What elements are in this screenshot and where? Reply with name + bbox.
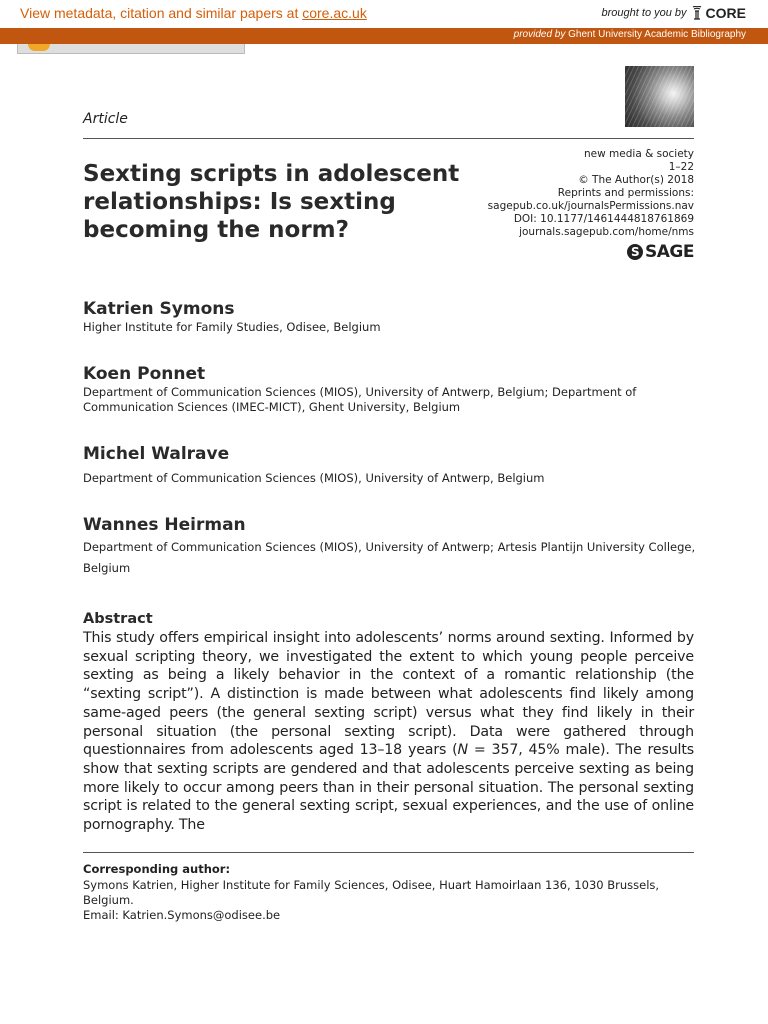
corresponding-heading: Corresponding author: xyxy=(83,862,231,876)
corresponding-address: Symons Katrien, Higher Institute for Family Sciences, Odisee, Huart Hamoirlaan 136, 1030 Brussels, Belgium. xyxy=(83,878,660,907)
provided-source: Ghent University Academic Bibliography xyxy=(565,29,746,40)
corresponding-email[interactable]: Email: Katrien.Symons@odisee.be xyxy=(83,908,281,922)
sage-logo-icon: S xyxy=(627,244,643,260)
core-banner xyxy=(0,0,768,29)
abstract-text-part1: This study offers empirical insight into adolescents’ norms around sexting. Informed by sexual scripting theory, we investigated the extent to which young people perceive sexting as being a likely behavior in the context of a romantic relationship (the “sexting script”). A distinction is made between what adolescents find likely among same-aged peers (the general sexting script) versus what they find likely in their personal situation (the personal sexting script). Data were gathered through questionnaires from adolescents aged 13–18 years ( xyxy=(83,630,694,759)
core-logo[interactable] xyxy=(691,5,746,21)
reprints-label: Reprints and permissions: xyxy=(557,187,694,199)
doi[interactable]: DOI: 10.1177/1461444818761869 xyxy=(513,213,694,225)
article-title: Sexting scripts in adolescent relationships: Is sexting becoming the norm? xyxy=(83,161,460,243)
provided-by-text[interactable] xyxy=(514,29,746,40)
abstract-text-part2: = 357, 45% male). The results show that sexting scripts are gendered and that adolescents perceive sexting as being more likely to occur among peers than in their personal situation. The personal sexting script is related to the general sexting script, sexual experiences, and the use of online pornography. The xyxy=(83,742,694,834)
author-name: Michel Walrave xyxy=(83,444,230,464)
abstract-n-symbol: N xyxy=(457,742,469,759)
sage-logo-text: SAGE xyxy=(645,242,694,262)
core-link-prefix: View metadata, citation and similar papers at xyxy=(20,5,303,21)
footnote-rule xyxy=(83,852,694,853)
journal-name: new media & society xyxy=(584,148,694,160)
core-logo-text: CORE xyxy=(705,5,746,21)
abstract-heading: Abstract xyxy=(83,611,153,627)
journal-pages: 1–22 xyxy=(668,161,694,173)
corresponding-details xyxy=(83,878,683,923)
journal-cover-image xyxy=(625,66,694,127)
provided-prefix: provided by xyxy=(513,29,566,40)
author-name: Wannes Heirman xyxy=(83,515,246,535)
header-rule xyxy=(83,138,694,139)
core-link-text[interactable]: core.ac.uk xyxy=(302,5,367,21)
author-affiliation: Higher Institute for Family Studies, Odisee, Belgium xyxy=(83,320,381,334)
permissions-url[interactable]: sagepub.co.uk/journalsPermissions.nav xyxy=(487,200,694,212)
core-logo-icon xyxy=(691,6,703,20)
core-brought-by xyxy=(602,5,746,21)
journal-info xyxy=(434,148,694,239)
journal-url[interactable]: journals.sagepub.com/home/nms xyxy=(519,226,694,238)
tab-favicon-remnant xyxy=(28,44,50,51)
author-affiliation: Department of Communication Sciences (MIOS), University of Antwerp, Belgium xyxy=(83,471,545,485)
core-metadata-link[interactable] xyxy=(20,5,367,21)
author-affiliation: Department of Communication Sciences (MIOS), University of Antwerp, Belgium; Department of Communication Sciences (IMEC-MICT), Ghent University, Belgium xyxy=(83,385,637,414)
author-affiliation: Department of Communication Sciences (MIOS), University of Antwerp; Artesis Plantijn University College, Belgium xyxy=(83,540,696,575)
copyright: © The Author(s) 2018 xyxy=(578,174,694,186)
author-name: Katrien Symons xyxy=(83,299,235,319)
sage-logo xyxy=(627,242,694,262)
provided-by-bar xyxy=(0,28,768,44)
abstract-text xyxy=(83,629,694,835)
author-name: Koen Ponnet xyxy=(83,364,206,384)
brought-text: brought to you by xyxy=(601,7,687,19)
article-type-label: Article xyxy=(83,111,128,127)
browser-tab-remnant xyxy=(17,44,245,54)
